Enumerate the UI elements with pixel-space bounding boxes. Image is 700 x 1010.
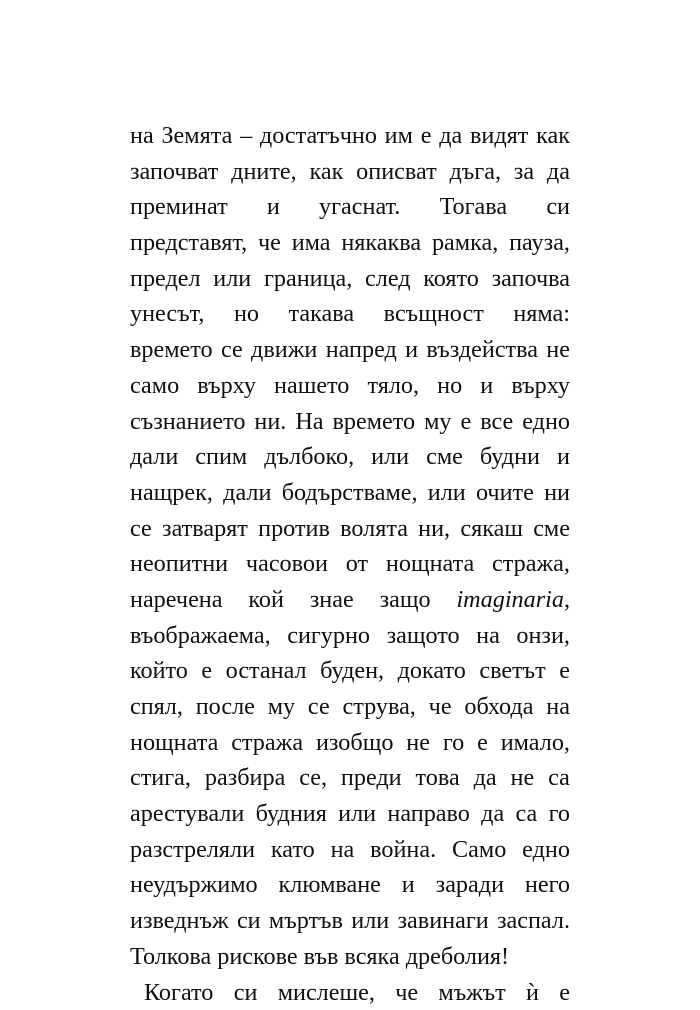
word: само [130,368,179,404]
word: против [258,511,330,547]
text-line [130,832,570,868]
text-line [130,296,570,332]
word: На [295,404,323,440]
word: и [480,368,493,404]
word: на [476,618,500,654]
word: тяло, [367,368,419,404]
body-text [130,118,570,1010]
text-line [130,582,570,618]
word: защото [387,618,460,654]
word: е [460,404,471,440]
word: го [443,725,464,761]
word: Земята [161,118,232,154]
word: ни [544,475,570,511]
word: Когато [144,975,213,1010]
word: е [477,725,488,761]
text-line [130,511,570,547]
word: имало, [501,725,570,761]
word: не [406,725,430,761]
text-line [130,796,570,832]
word: или [338,796,376,832]
word: очите [476,475,534,511]
word: като [271,832,315,868]
word: сме [533,511,570,547]
word: после [196,689,255,725]
word: достатъчно [260,118,377,154]
word: на [546,689,570,725]
text-line [130,653,570,689]
word: напред [326,332,397,368]
word: нощната [386,546,474,582]
word: изобщо [316,725,393,761]
text-line [130,225,570,261]
word: започват [130,154,218,190]
word: угаснат. [319,189,400,225]
word: всъщност [384,296,484,332]
word: него [525,867,570,903]
word: сякаш [460,511,523,547]
word: се [221,332,243,368]
word: нашето [274,368,349,404]
word: да [547,154,570,190]
word: все [480,404,513,440]
word: заспал. [497,903,570,939]
word: рискове [217,939,297,975]
word: да [439,118,462,154]
word: е [201,653,212,689]
word: не [511,760,535,796]
word: след [365,261,411,297]
word: стража [231,725,303,761]
word: и [405,332,418,368]
word: им [385,118,413,154]
word: изведнъж [130,903,229,939]
word: му [268,689,295,725]
word: всяка [344,939,399,975]
word: бодърстваме, [282,475,418,511]
word: неопитни [130,546,228,582]
text-line [130,439,570,475]
word: съзнанието [130,404,245,440]
word: са [516,796,538,832]
word: нощната [130,725,218,761]
word: времето [333,404,416,440]
text-line [130,546,570,582]
word: защо [380,582,431,618]
word: такава [289,296,355,332]
word: не [546,332,570,368]
word: стига, [130,760,191,796]
word: но [437,368,462,404]
word: го [549,796,570,832]
word: мъртъв [269,903,343,939]
word: затварят [162,511,248,547]
word: преминат [130,189,228,225]
text-line [130,261,570,297]
word: как [536,118,570,154]
word: който [130,653,188,689]
word: да [481,796,504,832]
word: е [559,975,570,1010]
text-line [130,760,570,796]
text-line [130,725,570,761]
word: въображаема, [130,618,271,654]
word: как [310,154,344,190]
word: Толкова [130,939,211,975]
word: ѝ [526,975,539,1010]
word: обхода [464,689,533,725]
word: сме [426,439,463,475]
word: нащрек, [130,475,213,511]
word: се [130,511,152,547]
word: или [213,261,251,297]
word: има [292,225,331,261]
word: предел [130,261,201,297]
word: война. [370,832,436,868]
word: на [130,118,154,154]
word: това [416,760,460,796]
text-line [130,118,570,154]
word: направо [387,796,469,832]
word: си [546,189,570,225]
text-line [130,404,570,440]
text-line [130,867,570,903]
word: арестували [130,796,244,832]
text-line [130,939,570,975]
word: будни [480,439,540,475]
word: и [402,867,415,903]
word: върху [511,368,570,404]
word: времето [130,332,213,368]
word: че [258,225,281,261]
word: завинаги [397,903,488,939]
word: за [514,154,534,190]
word: дъга, [449,154,501,190]
word: граница, [264,261,352,297]
word: представят, [130,225,247,261]
word: едно [522,832,570,868]
word: се, [299,760,327,796]
word: пауза, [509,225,570,261]
word: си [237,903,261,939]
word: или [428,475,466,511]
word: ни, [418,511,450,547]
word: светът [479,653,545,689]
word: спял, [130,689,183,725]
word: разстреляли [130,832,255,868]
word: дали [130,439,178,475]
word: останал [226,653,307,689]
word: заради [436,867,504,903]
word: която [423,261,479,297]
word: преди [341,760,402,796]
word: унесът, [130,296,204,332]
word: във [304,939,339,975]
word: Само [452,832,506,868]
text-line [130,975,570,1010]
word: видят [470,118,528,154]
word: клюмване [279,867,381,903]
word: дреболия! [406,939,509,975]
word: да [474,760,497,796]
word: будния [256,796,327,832]
word: рамка, [432,225,498,261]
word: волята [340,511,408,547]
word: неудържимо [130,867,258,903]
word: движи [251,332,317,368]
word: мъжът [438,975,505,1010]
word: се [308,689,330,725]
word: мислеше, [278,975,375,1010]
word: едно [522,404,570,440]
word: но [234,296,259,332]
word: дълбоко, [264,439,354,475]
word: знае [310,582,354,618]
word: наречена [130,582,223,618]
word: imaginaria, [456,582,570,618]
word: на [331,832,355,868]
word: от [346,546,368,582]
word: му [424,404,451,440]
word: Тогава [440,189,508,225]
word: струва, [343,689,416,725]
word: е [421,118,432,154]
word: и [267,189,280,225]
word: и [557,439,570,475]
word: стража, [492,546,570,582]
word: кой [248,582,284,618]
text-line [130,332,570,368]
word: или [351,903,389,939]
text-line [130,189,570,225]
word: или [371,439,409,475]
text-line [130,689,570,725]
word: дните, [231,154,297,190]
word: часовои [246,546,328,582]
word: няма: [513,296,570,332]
word: дали [223,475,271,511]
word: ни. [254,404,286,440]
word: че [395,975,418,1010]
word: върху [197,368,256,404]
text-line [130,618,570,654]
word: са [548,760,570,796]
word: започва [492,261,570,297]
word: онзи, [516,618,570,654]
word: въздейства [426,332,538,368]
word: си [234,975,258,1010]
word: е [559,653,570,689]
word: докато [398,653,466,689]
text-line [130,903,570,939]
word: буден, [320,653,384,689]
word: – [240,118,252,154]
text-line [130,154,570,190]
text-line [130,475,570,511]
word: спим [195,439,247,475]
word: разбира [205,760,285,796]
text-line [130,368,570,404]
word: че [429,689,452,725]
word: някаква [341,225,421,261]
word: сигурно [287,618,370,654]
word: описват [356,154,437,190]
